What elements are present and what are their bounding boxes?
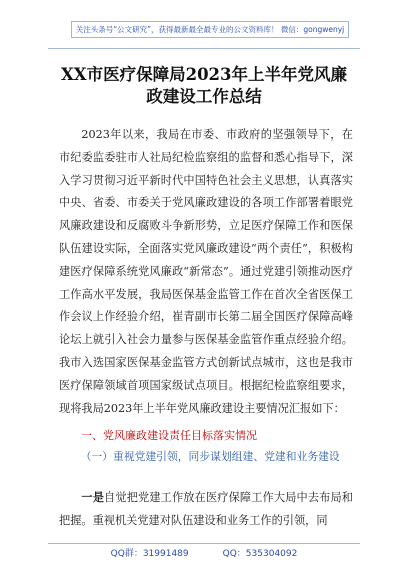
title-line-1: XX市医疗保障局2023年上半年党风廉 <box>60 65 348 84</box>
body-paragraph <box>59 486 353 533</box>
intro-paragraph: 2023年以来，我局在市委、市政府的坚强领导下，在市纪委监委驻市人社局纪检监察组的监督和悉心指导下，深入学习贯彻习近平新时代中国特色社会主义思想，认真落实中央、省委、市委关于党风廉政建设的各项工作部署着眼党风廉政建设和反腐败斗争新形势，立足医疗保障工作和医保队伍建设实际，全面落实党风廉政建设“两个责任”，积极构建医疗保障系统党风廉政“新常态”。通过党建引领推动医疗工作高水平发展，我局医保基金监管工作在首次全省医保工作会议上作经验介绍，崔青副市长第二届全国医疗保障高峰论坛上就引入社会力量参与医保基金监管作重点经验介绍。我市入选国家医保基金监管方式创新试点城市，这也是我市医疗保障领域首项国家级试点项目。根据纪检监察组要求，现将我局2023年上半年党风廉政建设主要情况汇报如下： <box>59 128 353 415</box>
header-divider <box>48 48 360 49</box>
title-line-2: 政建设工作总结 <box>146 87 262 106</box>
section-heading: 一、党风廉政建设责任目标落实情况 <box>81 429 257 442</box>
subsection-heading: （一）重视党建引领，同步谋划组建、党建和业务建设 <box>80 450 340 463</box>
paragraph-text: 自觉把党建工作放在医疗保障工作大局中去布局和把握。重视机关党建对队伍建设和业务工作的引领，同 <box>59 491 353 527</box>
paragraph-lead: 一是 <box>81 490 105 504</box>
footer-qq: QQ：535304092 <box>222 549 298 559</box>
footer <box>0 546 408 562</box>
document-title <box>40 64 368 108</box>
header-banner: 关注头条号“公文研究”，获得最新最全最专业的公文资料库！ 微信：gongwenyj <box>71 21 349 38</box>
footer-qq-group: QQ群：31991489 <box>110 549 189 559</box>
footer-divider <box>48 543 360 544</box>
